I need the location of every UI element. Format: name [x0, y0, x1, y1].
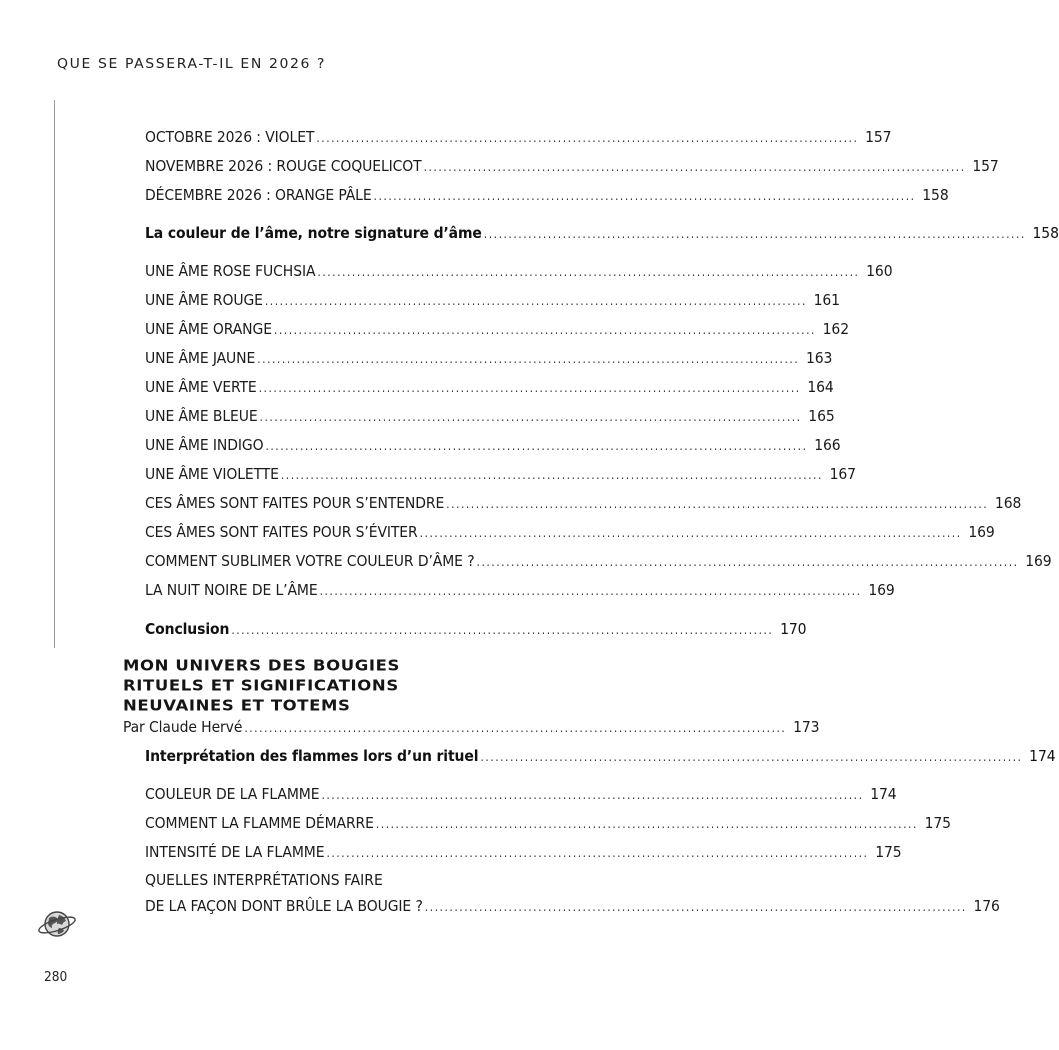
- toc-entry[interactable]: [145, 523, 995, 541]
- toc-entry-title: INTENSITÉ DE LA FLAMME: [145, 843, 325, 861]
- toc-entry[interactable]: [145, 581, 895, 599]
- leader-dots: ..............................................................................................................: [265, 439, 808, 453]
- toc-entry-title: DE LA FAÇON DONT BRÛLE LA BOUGIE ?: [145, 897, 423, 915]
- toc-entry-title: NOVEMBRE 2026 : ROUGE COQUELICOT: [145, 157, 422, 175]
- section-title-line: NEUVAINES ET TOTEMS: [123, 696, 351, 715]
- leader-dots: ..............................................................................................................: [273, 323, 816, 337]
- leader-dots: ..............................................................................................................: [319, 584, 862, 598]
- leader-dots: ..............................................................................................................: [423, 160, 966, 174]
- toc-entry-page: 157: [865, 128, 892, 146]
- toc-entry[interactable]: [145, 436, 841, 454]
- toc-author: Par Claude Hervé: [123, 718, 243, 736]
- toc-entry[interactable]: [145, 291, 840, 309]
- toc-entry-page: 160: [866, 262, 893, 280]
- section-title: [123, 656, 400, 716]
- leader-dots: ..............................................................................................................: [373, 189, 916, 203]
- toc-entry-title: UNE ÂME ROUGE: [145, 291, 263, 309]
- leader-dots: ..............................................................................................................: [280, 468, 823, 482]
- toc-entry-page: 169: [1025, 552, 1052, 570]
- leader-dots: ..............................................................................................................: [476, 555, 1019, 569]
- toc-entry-title: DÉCEMBRE 2026 : ORANGE PÂLE: [145, 186, 372, 204]
- toc-author-page: 173: [793, 718, 820, 736]
- toc-entry-page: 164: [807, 378, 834, 396]
- toc-chapter-page: 158: [1032, 224, 1059, 242]
- toc-entry-page: 175: [924, 814, 951, 832]
- toc-entry[interactable]: [145, 843, 902, 861]
- leader-dots: ..............................................................................................................: [317, 265, 860, 279]
- toc-chapter[interactable]: [145, 747, 1056, 765]
- toc-entry-title: COMMENT SUBLIMER VOTRE COULEUR D’ÂME ?: [145, 552, 475, 570]
- toc-entry-page: 163: [805, 349, 833, 367]
- toc-entry[interactable]: [145, 378, 834, 396]
- toc-entry-title: UNE ÂME VIOLETTE: [145, 465, 279, 483]
- toc-chapter-page: 174: [1029, 747, 1056, 765]
- leader-dots: ..............................................................................................................: [424, 900, 967, 914]
- toc-entry-title: UNE ÂME INDIGO: [145, 436, 264, 454]
- toc-entry-page: 174: [870, 785, 897, 803]
- toc-entry[interactable]: [145, 552, 1052, 570]
- leader-dots: ..............................................................................................................: [259, 410, 802, 424]
- toc-entry-title: COULEUR DE LA FLAMME: [145, 785, 320, 803]
- toc-entry-title: UNE ÂME ORANGE: [145, 320, 272, 338]
- toc-entry[interactable]: [145, 349, 833, 367]
- toc-entry-title: CES ÂMES SONT FAITES POUR S’ÉVITER: [145, 523, 418, 541]
- toc-entry-page: 176: [973, 897, 1000, 915]
- leader-dots: ..............................................................................................................: [257, 352, 800, 366]
- toc-entry-page: 158: [922, 186, 949, 204]
- toc-entry-page: 161: [813, 291, 840, 309]
- leader-dots: ..............................................................................................................: [316, 131, 859, 145]
- toc-entry-title: UNE ÂME JAUNE: [145, 349, 256, 367]
- toc-entry[interactable]: [145, 320, 849, 338]
- vertical-rule: [54, 100, 55, 648]
- toc-entry-page: 166: [814, 436, 841, 454]
- toc-chapter-title: La couleur de l’âme, notre signature d’âme: [145, 224, 482, 242]
- toc-entry-title: OCTOBRE 2026 : VIOLET: [145, 128, 315, 146]
- toc-entry[interactable]: [145, 157, 999, 175]
- toc-entry-page: 169: [868, 581, 895, 599]
- leader-dots: ..............................................................................................................: [231, 623, 774, 637]
- toc-entry-title: UNE ÂME VERTE: [145, 378, 257, 396]
- leader-dots: ..............................................................................................................: [244, 721, 787, 735]
- toc-chapter-page: 170: [780, 620, 807, 638]
- leader-dots: ..............................................................................................................: [264, 294, 807, 308]
- toc-entry[interactable]: [145, 897, 1000, 915]
- toc-entry[interactable]: [145, 465, 856, 483]
- toc-entry-page: 157: [972, 157, 999, 175]
- toc-entry-page: 175: [875, 843, 902, 861]
- toc-chapter[interactable]: [145, 224, 1059, 242]
- toc-entry[interactable]: [145, 785, 897, 803]
- toc-entry-title: CES ÂMES SONT FAITES POUR S’ENTENDRE: [145, 494, 445, 512]
- leader-dots: ..............................................................................................................: [480, 750, 1023, 764]
- toc-entry-page: 169: [968, 523, 995, 541]
- toc-entry-page: 167: [829, 465, 856, 483]
- toc-entry-title: COMMENT LA FLAMME DÉMARRE: [145, 814, 374, 832]
- toc-chapter-title: Conclusion: [145, 620, 230, 638]
- toc-entry[interactable]: [145, 262, 893, 280]
- toc-chapter-title: Interprétation des flammes lors d’un rituel: [145, 747, 479, 765]
- toc-entry[interactable]: [145, 494, 1022, 512]
- toc-entry-page: 162: [822, 320, 849, 338]
- leader-dots: ..............................................................................................................: [321, 788, 864, 802]
- leader-dots: ..............................................................................................................: [419, 526, 962, 540]
- leader-dots: ..............................................................................................................: [258, 381, 801, 395]
- toc-author-entry[interactable]: [123, 718, 820, 736]
- toc-entry[interactable]: [145, 128, 892, 146]
- toc-entry-first-line: QUELLES INTERPRÉTATIONS FAIRE: [145, 871, 383, 889]
- leader-dots: ..............................................................................................................: [446, 497, 989, 511]
- leader-dots: ..............................................................................................................: [483, 227, 1026, 241]
- toc-chapter[interactable]: [145, 620, 807, 638]
- globe-icon: [37, 906, 77, 942]
- section-title-line: RITUELS ET SIGNIFICATIONS: [123, 676, 399, 695]
- toc-entry[interactable]: [145, 814, 951, 832]
- toc-entry-title: LA NUIT NOIRE DE L’ÂME: [145, 581, 318, 599]
- leader-dots: ..............................................................................................................: [375, 817, 918, 831]
- toc-entry-title: UNE ÂME BLEUE: [145, 407, 258, 425]
- leader-dots: ..............................................................................................................: [326, 846, 869, 860]
- toc-entry[interactable]: [145, 407, 835, 425]
- section-title-line: MON UNIVERS DES BOUGIES: [123, 656, 400, 675]
- toc-entry-page: 165: [808, 407, 835, 425]
- toc-entry[interactable]: [145, 186, 949, 204]
- running-title: QUE SE PASSERA-T-IL EN 2026 ?: [57, 56, 327, 72]
- page-number: 280: [44, 969, 68, 985]
- toc-entry-title: UNE ÂME ROSE FUCHSIA: [145, 262, 316, 280]
- toc-entry-page: 168: [994, 494, 1022, 512]
